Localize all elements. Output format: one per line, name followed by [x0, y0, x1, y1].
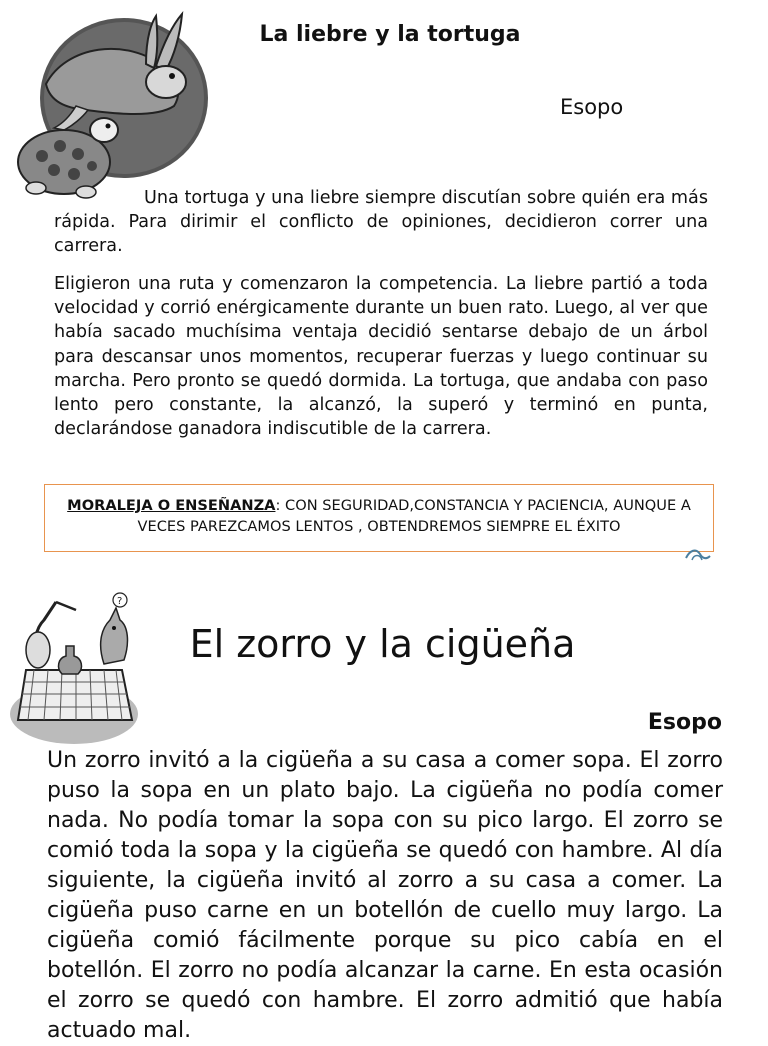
moral-box: [44, 484, 714, 552]
moral-label: MORALEJA O ENSEÑANZA: [67, 497, 276, 514]
story-paragraph: Una tortuga y una liebre siempre discutían sobre quién era más rápida. Para dirimir el conflicto de opiniones, decidieron correr una carrera.: [54, 188, 708, 257]
story-paragraph: Eligieron una ruta y comenzaron la competencia. La liebre partió a toda velocidad y corrió enérgicamente durante un buen rato. Luego, al ver que había sacado muchísima ventaja decidió sentarse debajo de un árbol para descansar unos momentos, recuperar fuerzas y luego continuar su marcha. Pero pronto se quedó dormida. La tortuga, que andaba con paso lento pero constante, la alcanzó, la superó y terminó en punta, declarándose ganadora indiscutible de la carrera.: [54, 274, 708, 440]
story-author: Esopo: [560, 95, 624, 119]
svg-text:?: ?: [117, 596, 123, 607]
moral-text: : CON SEGURIDAD,CONSTANCIA Y PACIENCIA, AUNQUE A VECES PAREZCAMOS LENTOS , OBTENDREMOS SIEMPRE EL ÉXITO: [137, 497, 691, 535]
hare-and-tortoise-illustration: [6, 6, 210, 202]
story-title: La liebre y la tortuga: [259, 22, 521, 47]
story-title: El zorro y la cigüeña: [189, 622, 576, 666]
story-paragraph: Un zorro invitó a la cigüeña a su casa a comer sopa. El zorro puso la sopa en un plato bajo. La cigüeña no podía comer nada. No podía tomar la sopa con su pico largo. El zorro se comió toda la sopa y la cigüeña se quedó con hambre. Al día siguiente, la cigüeña invitó al zorro a su casa a comer. La cigüeña puso carne en un botellón de cuello muy largo. La cigüeña comió fácilmente porque su pico cabía en el botellón. El zorro no podía alcanzar la carne. En esta ocasión el zorro se quedó con hambre. El zorro admitió que había actuado mal.: [47, 748, 723, 1043]
fox-and-stork-illustration: [4, 590, 154, 750]
story-author: Esopo: [647, 710, 722, 735]
corner-mark-icon: [682, 540, 712, 564]
